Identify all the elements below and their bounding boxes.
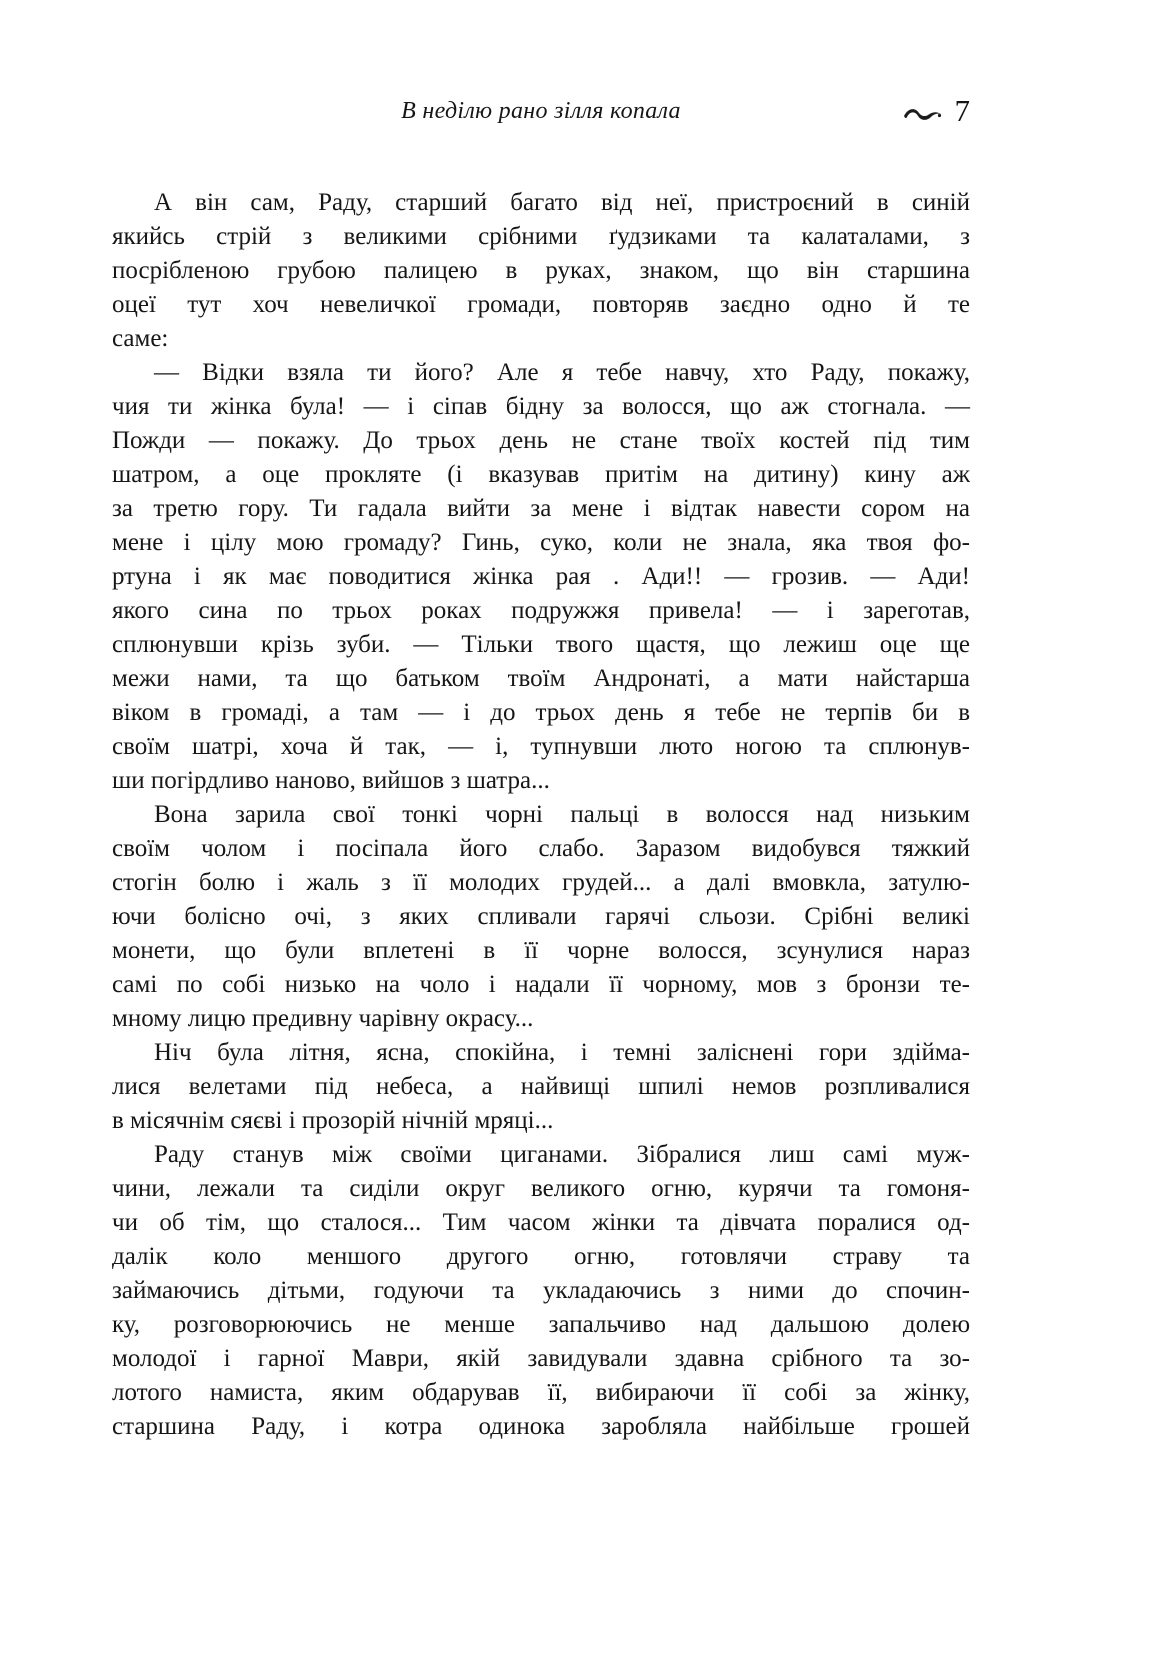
page-number: 7 [954, 93, 970, 128]
text-line: лотого намиста, яким обдарував її, вибираючи її собі за жінку, [112, 1379, 970, 1406]
paragraph [112, 186, 970, 356]
text-line: А він сам, Раду, старший багато від неї, пристроєний в синій [154, 189, 970, 216]
text-line: лися велетами під небеса, а найвищі шпилі немов розпливалися [112, 1073, 970, 1100]
text-line: — Відки взяла ти його? Але я тебе навчу, хто Раду, покажу, [154, 359, 970, 386]
page-header [112, 93, 970, 130]
text-line: ртуна і як має поводитися жінка рая . Ади!! — грозив. — Ади! [112, 563, 970, 590]
text-line: стогін болю і жаль з її молодих грудей... а далі вмовкла, затулю- [112, 869, 970, 896]
paragraph [112, 1138, 970, 1444]
text-line: своїм шатрі, хоча й так, — і, тупнувши люто ногою та сплюнув- [112, 733, 970, 760]
text-line: ку, розговорюючись не менше запальчиво над дальшою долею [112, 1311, 970, 1338]
text-line: Раду станув між своїми циганами. Зібралися лиш самі муж- [154, 1141, 970, 1168]
text-line: монети, що були вплетені в її чорне волосся, зсунулися нараз [112, 937, 970, 964]
text-line: мному лицю предивну чарівну окрасу... [112, 1005, 534, 1032]
text-line: саме: [112, 325, 169, 352]
text-line: сплюнувши крізь зуби. — Тільки твого щастя, що лежиш оце ще [112, 631, 970, 658]
text-line: старшина Раду, і котра одинока заробляла найбільше грошей [112, 1413, 970, 1440]
text-line: мене і цілу мою громаду? Гинь, суко, коли не знала, яка твоя фо- [112, 529, 970, 556]
body-text [112, 186, 970, 1444]
text-line: в місячнім сяєві і прозорій нічній мряці... [112, 1107, 554, 1134]
text-line: молодої і гарної Маври, якій завидували здавна срібного та зо- [112, 1345, 970, 1372]
running-title: В неділю рано зілля копала [401, 98, 681, 124]
text-line: Пожди — покажу. До трьох день не стане твоїх костей під тим [112, 427, 970, 454]
text-line: віком в громаді, а там — і до трьох день я тебе не терпів би в [112, 699, 970, 726]
floral-flourish-icon [903, 105, 943, 123]
text-line: посрібленою грубою палицею в руках, знаком, що він старшина [112, 257, 970, 284]
text-line: займаючись дітьми, годуючи та укладаючись з ними до спочин- [112, 1277, 970, 1304]
text-line: самі по собі низько на чоло і надали її чорному, мов з бронзи те- [112, 971, 970, 998]
text-line: своїм чолом і посіпала його слабо. Заразом видобувся тяжкий [112, 835, 970, 862]
text-line: чи об тім, що сталося... Тим часом жінки та дівчата поралися од- [112, 1209, 970, 1236]
text-line: якийсь стрій з великими срібними ґудзиками та калаталами, з [112, 223, 970, 250]
text-line: якого сина по трьох роках подружжя привела! — і зареготав, [112, 597, 970, 624]
text-line: Ніч була літня, ясна, спокійна, і темні заліснені гори здійма- [154, 1039, 970, 1066]
text-line: далік коло меншого другого огню, готовлячи страву та [112, 1243, 970, 1270]
paragraph [112, 1036, 970, 1138]
text-line: межи нами, та що батьком твоїм Андронаті, а мати найстарша [112, 665, 970, 692]
page-content [112, 93, 970, 1444]
text-line: чини, лежали та сиділи округ великого огню, курячи та гомоня- [112, 1175, 970, 1202]
text-line: чия ти жінка була! — і сіпав бідну за волосся, що аж стогнала. — [112, 393, 970, 420]
text-line: шатром, а оце прокляте (і вказував притім на дитину) кину аж [112, 461, 970, 488]
text-line: за третю гору. Ти гадала вийти за мене і відтак навести сором на [112, 495, 970, 522]
text-line: ши погірдливо наново, вийшов з шатра... [112, 767, 550, 794]
paragraph [112, 798, 970, 1036]
text-line: ючи болісно очі, з яких спливали гарячі сльози. Срібні великі [112, 903, 970, 930]
text-line: оцеї тут хоч невеличкої громади, повторяв заєдно одно й те [112, 291, 970, 318]
paragraph [112, 356, 970, 798]
text-line: Вона зарила свої тонкі чорні пальці в волосся над низьким [154, 801, 970, 828]
page-number-group [903, 94, 971, 128]
